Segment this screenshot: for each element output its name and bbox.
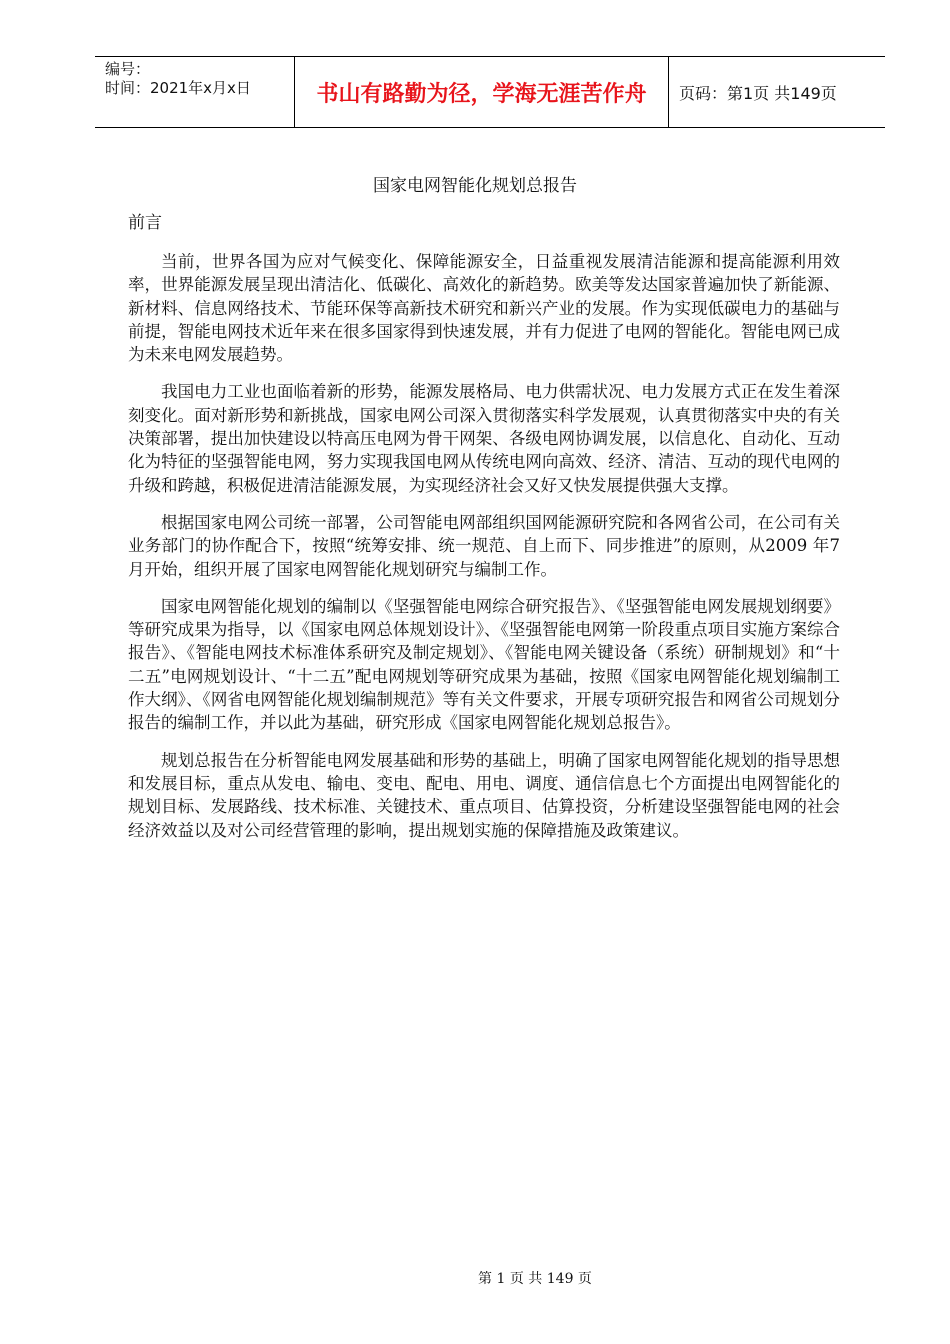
page-footer: 第 1 页 共 149 页 — [478, 1271, 592, 1287]
time-label: 时间：2021年x月x日 — [105, 79, 251, 97]
paragraph: 根据国家电网公司统一部署，公司智能电网部组织国网能源研究院和各网省公司，在公司有关业务部门的协作配合下，按照“统筹安排、统一规范、自上而下、同步推进”的原则，从2009 年7 月开始，组织开展了国家电网智能化规划研究与编制工作。 — [128, 512, 840, 579]
section-heading: 前言 — [128, 213, 162, 233]
paragraph: 当前，世界各国为应对气候变化、保障能源安全，日益重视发展清洁能源和提高能源利用效率，世界能源发展呈现出清洁化、低碳化、高效化的新趋势。欧美等发达国家普遍加快了新能源、新材料、信息网络技术、节能环保等高新技术研究和新兴产业的发展。作为实现低碳电力的基础与前提，智能电网技术近年来在很多国家得到快速发展，并有力促进了电网的智能化。智能电网已成为未来电网发展趋势。 — [128, 252, 840, 365]
header-motto: 书山有路勤为径，学海无涯苦作舟 — [295, 57, 669, 127]
header-page-info: 页码：第1页 共149页 — [679, 83, 837, 103]
paragraph: 规划总报告在分析智能电网发展基础和形势的基础上，明确了国家电网智能化规划的指导思想和发展目标，重点从发电、输电、变电、配电、用电、调度、通信信息七个方面提出电网智能化的规划目标、发展路线、技术标准、关键技术、重点项目、估算投资，分析建设坚强智能电网的社会经济效益以及对公司经营管理的影响，提出规划实施的保障措施及政策建议。 — [128, 750, 840, 840]
document-body — [128, 250, 840, 856]
document-title: 国家电网智能化规划总报告 — [373, 176, 577, 196]
paragraph: 国家电网智能化规划的编制以《坚强智能电网综合研究报告》、《坚强智能电网发展规划纲要》等研究成果为指导，以《国家电网总体规划设计》、《坚强智能电网第一阶段重点项目实施方案综合报告》、《智能电网技术标准体系研究及制定规划》、《智能电网关键设备（系统）研制规划》和“十二五”电网规划设计、“十二五”配电网规划等研究成果为基础，按照《国家电网智能化规划编制工作大纲》、《网省电网智能化规划编制规范》等有关文件要求，开展专项研究报告和网省公司规划分报告的编制工作，并以此为基础，研究形成《国家电网智能化规划总报告》。 — [128, 596, 840, 733]
paragraph: 我国电力工业也面临着新的形势，能源发展格局、电力供需状况、电力发展方式正在发生着深刻变化。面对新形势和新挑战，国家电网公司深入贯彻落实科学发展观，认真贯彻落实中央的有关决策部署，提出加快建设以特高压电网为骨干网架、各级电网协调发展，以信息化、自动化、互动化为特征的坚强智能电网，努力实现我国电网从传统电网向高效、经济、清洁、互动的现代电网的升级和跨越，积极促进清洁能源发展，为实现经济社会又好又快发展提供强大支撑。 — [128, 382, 840, 495]
number-label: 编号： — [105, 60, 151, 78]
page-header — [95, 56, 885, 128]
header-meta — [95, 57, 295, 127]
